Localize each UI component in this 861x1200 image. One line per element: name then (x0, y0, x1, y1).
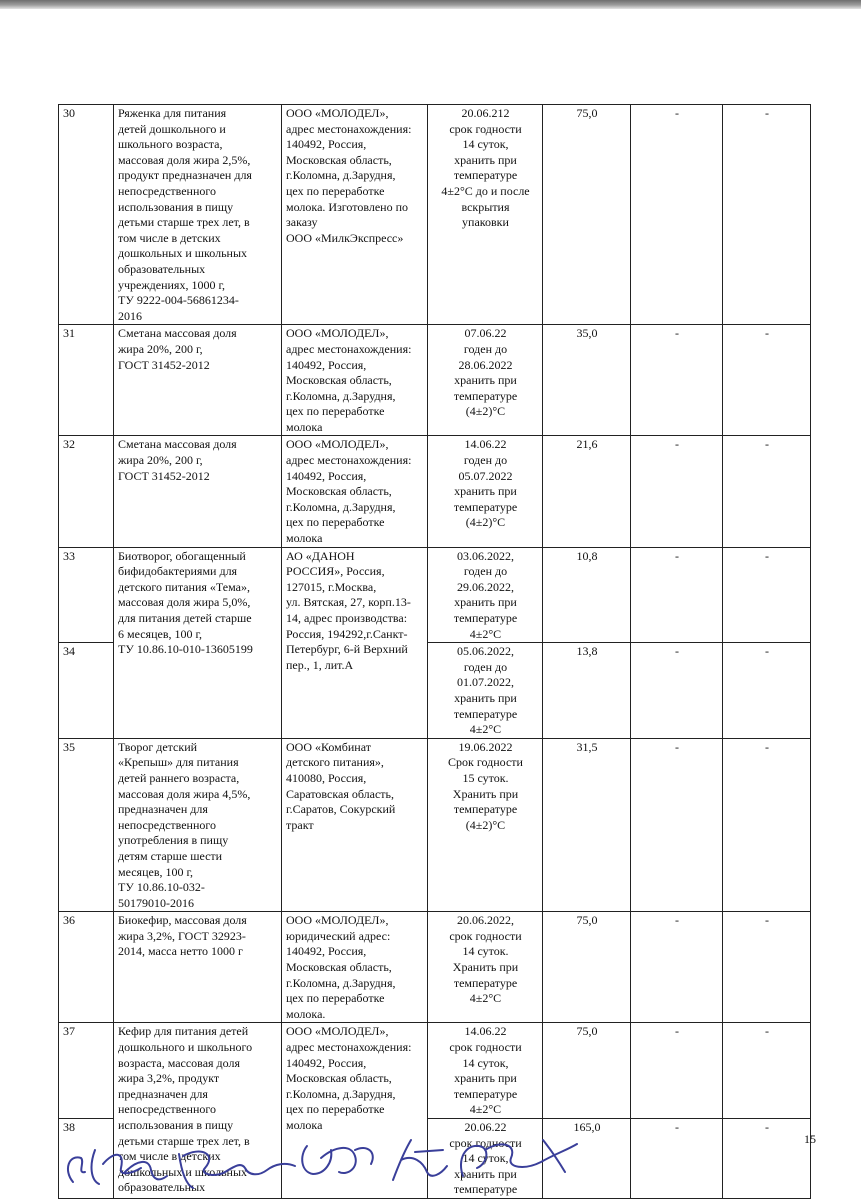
dash-cell: - (631, 436, 723, 547)
quantity-cell: 75,0 (543, 1023, 631, 1119)
handwritten-signatures (55, 1110, 615, 1195)
table-row (59, 436, 811, 547)
dash-cell: - (631, 547, 723, 643)
expiry-cell: 03.06.2022, годен до 29.06.2022, хранить при температуре 4±2°С (428, 547, 543, 643)
dash-cell: - (723, 912, 811, 1023)
signature-3 (302, 1146, 373, 1174)
manufacturer-cell: ООО «МОЛОДЕЛ», адрес местонахождения: 140492, Россия, Московская область, г.Коломна, д.Зарудня, цех по переработке молока (282, 325, 428, 436)
products-table (58, 104, 811, 1199)
dash-cell: - (631, 105, 723, 325)
dash-cell: - (631, 643, 723, 739)
dash-cell: - (723, 325, 811, 436)
signature-5 (461, 1140, 577, 1176)
product-cell: Сметана массовая доля жира 20%, 200 г, ГОСТ 31452-2012 (114, 436, 282, 547)
expiry-cell: 20.06.22 срок годности 14 суток, хранить при температуре (428, 1119, 543, 1199)
quantity-cell: 10,8 (543, 547, 631, 643)
signature-4 (393, 1140, 447, 1180)
row-number: 32 (59, 436, 114, 547)
dash-cell: - (723, 105, 811, 325)
manufacturer-cell: ООО «Комбинат детского питания», 410080, Россия, Саратовская область, г.Саратов, Сокурский тракт (282, 738, 428, 912)
dash-cell: - (723, 436, 811, 547)
row-number: 31 (59, 325, 114, 436)
table-row (59, 1023, 811, 1119)
manufacturer-cell: ООО «МОЛОДЕЛ», адрес местонахождения: 140492, Россия, Московская область, г.Коломна, д.Зарудня, цех по переработке молока (282, 1023, 428, 1199)
product-cell: Ряженка для питания детей дошкольного и школьного возраста, массовая доля жира 2,5%, продукт предназначен для непосредственного использования в пищу детьми старше трех лет, в том числе в детских дошкольных и школьных образовательных учреждениях, 1000 г, ТУ 9222-004-56861234- 2016 (114, 105, 282, 325)
scan-top-edge (0, 0, 861, 9)
row-number: 37 (59, 1023, 114, 1119)
quantity-cell: 75,0 (543, 105, 631, 325)
dash-cell: - (723, 643, 811, 739)
row-number: 38 (59, 1119, 114, 1199)
dash-cell: - (723, 1119, 811, 1199)
dash-cell: - (723, 738, 811, 912)
quantity-cell: 21,6 (543, 436, 631, 547)
dash-cell: - (631, 1119, 723, 1199)
product-cell: Кефир для питания детей дошкольного и школьного возраста, массовая доля жира 3,2%, продукт предназначен для непосредственного использования в пищу детьми старше трех лет, в том числе в детских дошкольных и школьных образовательных (114, 1023, 282, 1199)
manufacturer-cell: ООО «МОЛОДЕЛ», адрес местонахождения: 140492, Россия, Московская область, г.Коломна, д.Зарудня, цех по переработке молока (282, 436, 428, 547)
quantity-cell: 75,0 (543, 912, 631, 1023)
product-cell: Творог детский «Крепыш» для питания детей раннего возраста, массовая доля жира 4,5%, предназначен для непосредственного употребления в пищу детям старше шести месяцев, 100 г, ТУ 10.86.10-032- 50179010-2016 (114, 738, 282, 912)
dash-cell: - (723, 547, 811, 643)
quantity-cell: 165,0 (543, 1119, 631, 1199)
row-number: 34 (59, 643, 114, 739)
manufacturer-cell: ООО «МОЛОДЕЛ», адрес местонахождения: 140492, Россия, Московская область, г.Коломна, д.Зарудня, цех по переработке молока. Изготовлено по заказу ООО «МилкЭкспресс» (282, 105, 428, 325)
dash-cell: - (631, 912, 723, 1023)
product-cell: Сметана массовая доля жира 20%, 200 г, ГОСТ 31452-2012 (114, 325, 282, 436)
expiry-cell: 05.06.2022, годен до 01.07.2022, хранить при температуре 4±2°С (428, 643, 543, 739)
table-row (59, 738, 811, 912)
row-number: 36 (59, 912, 114, 1023)
product-cell: Биотворог, обогащенный бифидобактериями для детского питания «Тема», массовая доля жира 5,0%, для питания детей старше 6 месяцев, 100 г, ТУ 10.86.10-010-13605199 (114, 547, 282, 738)
row-number: 30 (59, 105, 114, 325)
dash-cell: - (631, 325, 723, 436)
manufacturer-cell: АО «ДАНОН РОССИЯ», Россия, 127015, г.Москва, ул. Вятская, 27, корп.13- 14, адрес производства: Россия, 194292,г.Санкт- Петербург, 6-й Верхний пер., 1, лит.А (282, 547, 428, 738)
row-number: 35 (59, 738, 114, 912)
quantity-cell: 31,5 (543, 738, 631, 912)
dash-cell: - (723, 1023, 811, 1119)
signature-1 (68, 1150, 167, 1184)
quantity-cell: 13,8 (543, 643, 631, 739)
expiry-cell: 20.06.212 срок годности 14 суток, хранить при температуре 4±2°С до и после вскрытия упаковки (428, 105, 543, 325)
table-row (59, 912, 811, 1023)
expiry-cell: 14.06.22 годен до 05.07.2022 хранить при температуре (4±2)°С (428, 436, 543, 547)
expiry-cell: 07.06.22 годен до 28.06.2022 хранить при температуре (4±2)°С (428, 325, 543, 436)
manufacturer-cell: ООО «МОЛОДЕЛ», юридический адрес: 140492, Россия, Московская область, г.Коломна, д.Зарудня, цех по переработке молока. (282, 912, 428, 1023)
row-number: 33 (59, 547, 114, 643)
product-cell: Биокефир, массовая доля жира 3,2%, ГОСТ 32923- 2014, масса нетто 1000 г (114, 912, 282, 1023)
table-row (59, 547, 811, 643)
table-row (59, 325, 811, 436)
dash-cell: - (631, 738, 723, 912)
expiry-cell: 14.06.22 срок годности 14 суток, хранить при температуре 4±2°С (428, 1023, 543, 1119)
expiry-cell: 19.06.2022 Срок годности 15 суток. Хранить при температуре (4±2)°С (428, 738, 543, 912)
expiry-cell: 20.06.2022, срок годности 14 суток. Хранить при температуре 4±2°С (428, 912, 543, 1023)
page-number: 15 (804, 1132, 816, 1146)
quantity-cell: 35,0 (543, 325, 631, 436)
table-row (59, 105, 811, 325)
signature-2 (179, 1152, 295, 1188)
dash-cell: - (631, 1023, 723, 1119)
